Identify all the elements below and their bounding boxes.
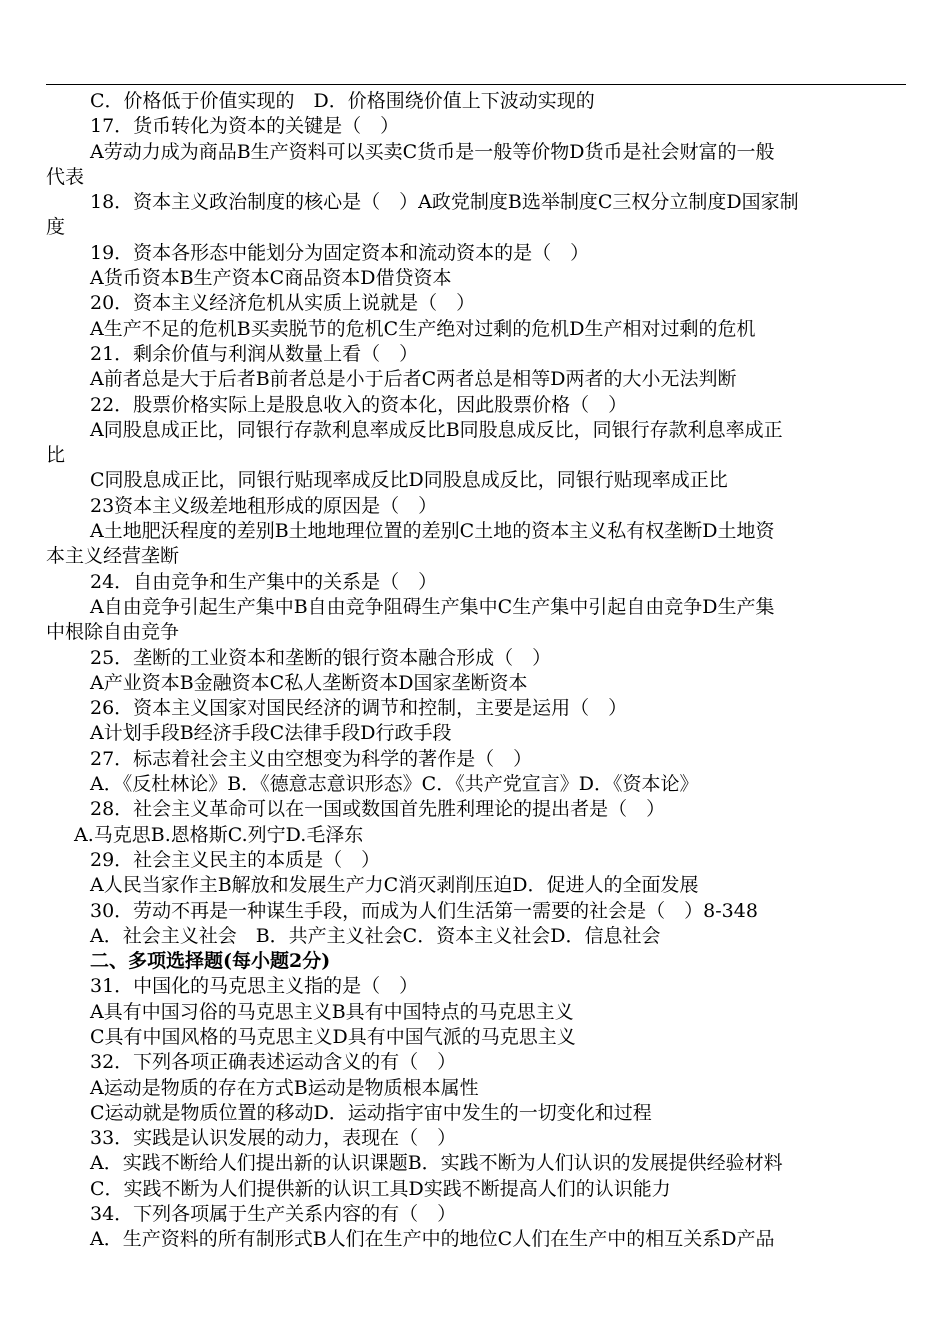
text-line: 度 (46, 216, 66, 239)
text-line: A计划手段B经济手段C法律手段D行政手段 (90, 722, 452, 745)
text-line: 23资本主义级差地租形成的原因是（ ） (90, 494, 438, 517)
text-line: 20．资本主义经济危机从实质上说就是（ ） (90, 292, 476, 315)
text-line: C同股息成正比，同银行贴现率成反比D同股息成反比，同银行贴现率成正比 (90, 469, 728, 492)
text-line: 22．股票价格实际上是股息收入的资本化，因此股票价格（ ） (90, 393, 628, 416)
text-line: 29．社会主义民主的本质是（ ） (90, 848, 381, 871)
text-line: 31．中国化的马克思主义指的是（ ） (90, 975, 419, 998)
text-line: C运动就是物质位置的移动D．运动指宇宙中发生的一切变化和过程 (90, 1101, 652, 1124)
text-line: 33．实践是认识发展的动力，表现在（ ） (90, 1127, 457, 1150)
section-heading: 二、多项选择题(每小题2分) (90, 950, 331, 973)
text-line: A前者总是大于后者B前者总是小于后者C两者总是相等D两者的大小无法判断 (90, 368, 737, 391)
text-line: A货币资本B生产资本C商品资本D借贷资本 (90, 267, 452, 290)
text-line: 18．资本主义政治制度的核心是（ ）A政党制度B选举制度C三权分立制度D国家制 (90, 191, 799, 214)
text-line: A同股息成正比，同银行存款利息率成反比B同股息成反比，同银行存款利息率成正 (90, 418, 783, 441)
text-line: C．价格低于价值实现的 D．价格围绕价值上下波动实现的 (90, 90, 595, 112)
text-line: A.马克思B.恩格斯C.列宁D.毛泽东 (74, 823, 364, 846)
text-line: A自由竞争引起生产集中B自由竞争阻碍生产集中C生产集中引起自由竞争D生产集 (90, 595, 775, 618)
text-line: A生产不足的危机B买卖脱节的危机C生产绝对过剩的危机D生产相对过剩的危机 (90, 317, 756, 340)
text-line: 30．劳动不再是一种谋生手段，而成为人们生活第一需要的社会是（ ）8-348 (90, 899, 758, 922)
text-line: A产业资本B金融资本C私人垄断资本D国家垄断资本 (90, 671, 528, 694)
text-line: 25．垄断的工业资本和垄断的银行资本融合形成（ ） (90, 646, 552, 669)
text-line: 中根除自由竞争 (46, 621, 180, 644)
text-line: 32．下列各项正确表述运动含义的有（ ） (90, 1051, 457, 1074)
text-line: A具有中国习俗的马克思主义B具有中国特点的马克思主义 (90, 1000, 574, 1023)
text-line: 19．资本各形态中能划分为固定资本和流动资本的是（ ） (90, 241, 590, 264)
text-line: 17．货币转化为资本的关键是（ ） (90, 115, 400, 138)
text-line: 28．社会主义革命可以在一国或数国首先胜利理论的提出者是（ ） (90, 798, 666, 821)
text-line: A．《反杜林论》B．《德意志意识形态》C．《共产党宣言》D．《资本论》 (90, 773, 699, 796)
text-line: C具有中国风格的马克思主义D具有中国气派的马克思主义 (90, 1025, 576, 1048)
text-line: 26．资本主义国家对国民经济的调节和控制，主要是运用（ ） (90, 697, 628, 720)
text-line: C．实践不断为人们提供新的认识工具D实践不断提高人们的认识能力 (90, 1177, 671, 1200)
text-line: 代表 (46, 165, 85, 188)
text-line: A．实践不断给人们提出新的认识课题B．实践不断为人们认识的发展提供经验材料 (90, 1152, 783, 1175)
text-line: A人民当家作主B解放和发展生产力C消灭剥削压迫D．促进人的全面发展 (90, 874, 699, 897)
header-rule (46, 84, 906, 85)
text-line: 比 (46, 444, 66, 467)
exam-text (46, 89, 906, 1253)
text-line: A．生产资料的所有制形式B人们在生产中的地位C人们在生产中的相互关系D产品 (90, 1228, 775, 1251)
text-line: A运动是物质的存在方式B运动是物质根本属性 (90, 1076, 479, 1099)
text-line: A土地肥沃程度的差别B土地地理位置的差别C土地的资本主义私有权垄断D土地资 (90, 520, 775, 543)
text-line: 24．自由竞争和生产集中的关系是（ ） (90, 570, 438, 593)
text-line: 本主义经营垄断 (46, 545, 180, 568)
text-line: 34．下列各项属于生产关系内容的有（ ） (90, 1203, 457, 1226)
text-line: 21．剩余价值与利润从数量上看（ ） (90, 342, 419, 365)
text-line: 27．标志着社会主义由空想变为科学的著作是（ ） (90, 747, 533, 770)
text-line: A．社会主义社会 B．共产主义社会C．资本主义社会D．信息社会 (90, 924, 661, 947)
text-line: A劳动力成为商品B生产资料可以买卖C货币是一般等价物D货币是社会财富的一般 (90, 140, 775, 163)
